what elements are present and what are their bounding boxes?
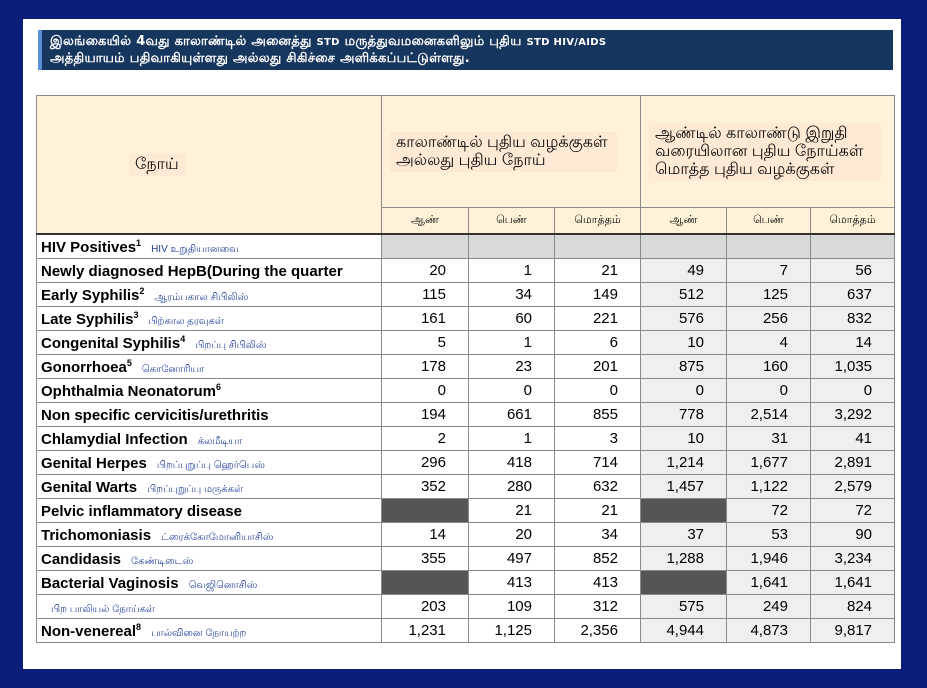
quarter-female-cell: 0 [469,379,555,403]
footnote-marker: 4 [180,333,186,344]
disease-name: Gonorrhoea [41,358,127,376]
quarter-total-cell: 714 [555,451,641,475]
quarter-female-cell: 1,125 [469,619,555,643]
disease-name: Bacterial Vaginosis [41,574,179,592]
year-male-cell [641,571,727,595]
year-male-cell: 0 [641,379,727,403]
year-total-cell: 56 [811,259,895,283]
q-male-header: ஆண் [382,208,469,235]
year-male-cell: 778 [641,403,727,427]
year-total-cell: 14 [811,331,895,355]
disease-name-tamil: கேண்டிடைஸ் [131,555,194,567]
disease-name-cell [37,547,382,571]
year-male-cell: 49 [641,259,727,283]
disease-name-tamil: பிற பாலியல் நோய்கள் [51,603,155,615]
disease-name-tamil: வெஜினொசிஸ் [188,579,258,591]
year-male-cell: 1,214 [641,451,727,475]
disease-name-cell [37,595,382,619]
quarter-female-cell: 413 [469,571,555,595]
quarter-male-cell: 161 [382,307,469,331]
disease-name-cell [37,427,382,451]
year-total-cell: 1,641 [811,571,895,595]
disease-name-cell [37,451,382,475]
year-total-cell: 832 [811,307,895,331]
disease-name-tamil: பால்வினை நோயற்ற [151,627,247,639]
quarter-female-cell: 34 [469,283,555,307]
title-banner [38,30,893,70]
quarter-male-cell: 0 [382,379,469,403]
quarter-female-cell: 20 [469,523,555,547]
year-total-cell: 2,891 [811,451,895,475]
disease-name-tamil: பிறப்புறுப்பு ஹெர்பெஸ் [156,459,265,471]
disease-name-cell [37,283,382,307]
quarter-male-cell: 20 [382,259,469,283]
year-female-cell: 125 [727,283,811,307]
disease-name-cell [37,355,382,379]
y-female-header: பெண் [727,208,811,235]
year-male-cell: 1,288 [641,547,727,571]
disease-name-cell [37,379,382,403]
year-male-cell: 10 [641,427,727,451]
quarter-male-cell [382,571,469,595]
banner-line-2: அத்தியாயம் பதிவாகியுள்ளது அல்லது சிகிச்சை அளிக்கப்பட்டுள்ளது. [50,51,470,66]
quarter-header: காலாண்டில் புதிய வழக்குகள் அல்லது புதிய நோய் [382,96,641,208]
quarter-total-cell: 413 [555,571,641,595]
disease-name-cell [37,499,382,523]
disease-name-cell [37,234,382,259]
disease-name: Genital Herpes [41,454,147,472]
table-row [37,307,895,331]
header-row-1 [37,96,895,208]
year-total-cell: 637 [811,283,895,307]
disease-name-tamil: ட்ரைக்கோமோனியாசிஸ் [161,531,274,543]
quarter-male-cell: 194 [382,403,469,427]
year-total-cell: 824 [811,595,895,619]
year-total-cell: 9,817 [811,619,895,643]
table-row [37,499,895,523]
year-female-cell: 0 [727,379,811,403]
year-total-cell: 3,234 [811,547,895,571]
table-row [37,331,895,355]
disease-name-cell [37,619,382,643]
quarter-total-cell: 855 [555,403,641,427]
footnote-marker: 3 [133,309,139,320]
slide-frame [23,19,901,669]
footnote-marker: 8 [136,621,142,632]
disease-name-cell [37,475,382,499]
year-total-cell: 90 [811,523,895,547]
year-female-cell: 4,873 [727,619,811,643]
table-row [37,475,895,499]
quarter-male-cell: 1,231 [382,619,469,643]
disease-name-tamil: க்லமீடியா [197,435,243,447]
quarter-female-cell [469,234,555,259]
footnote-marker: 2 [139,285,145,296]
disease-name-cell [37,307,382,331]
disease-name: Non-venereal [41,622,137,640]
disease-name: Chlamydial Infection [41,430,188,448]
disease-name: Genital Warts [41,478,138,496]
quarter-total-cell: 2,356 [555,619,641,643]
footnote-marker: 6 [216,381,222,392]
disease-name: Trichomoniasis [41,526,152,544]
q-female-header: பெண் [469,208,555,235]
quarter-male-cell [382,499,469,523]
q-total-header: மொத்தம் [555,208,641,235]
disease-name-cell [37,331,382,355]
disease-name-tamil: பிற்கால தரவுகள் [148,315,224,327]
year-total-cell: 2,579 [811,475,895,499]
year-total-cell: 41 [811,427,895,451]
year-male-cell: 1,457 [641,475,727,499]
quarter-total-cell: 0 [555,379,641,403]
quarter-male-cell: 14 [382,523,469,547]
y-male-header: ஆண் [641,208,727,235]
year-female-cell: 1,946 [727,547,811,571]
disease-name: Newly diagnosed HepB(During the quarter [41,262,343,280]
table-row [37,259,895,283]
quarter-male-cell: 2 [382,427,469,451]
quarter-female-cell: 23 [469,355,555,379]
quarter-female-cell: 60 [469,307,555,331]
quarter-total-cell: 34 [555,523,641,547]
quarter-total-cell: 6 [555,331,641,355]
disease-name-tamil: HIV உறுதியானவை [151,243,239,255]
quarter-male-cell: 296 [382,451,469,475]
banner-line-1: இலங்கையில் 4வது காலாண்டில் அனைத்து STD மருத்துவமனைகளிலும் புதிய STD HIV/AIDS [50,34,607,49]
disease-name-tamil: கொனோரியா [141,363,205,375]
table-row [37,427,895,451]
year-male-cell [641,499,727,523]
quarter-total-cell: 852 [555,547,641,571]
table-row [37,595,895,619]
disease-name: Congenital Syphilis [41,334,181,352]
table-row [37,619,895,643]
y-total-header: மொத்தம் [811,208,895,235]
disease-name: Ophthalmia Neonatorum [41,382,217,400]
std-cases-table [36,95,895,643]
quarter-total-cell: 21 [555,499,641,523]
disease-name: HIV Positives [41,238,137,256]
year-female-cell: 4 [727,331,811,355]
quarter-male-cell [382,234,469,259]
year-male-cell: 575 [641,595,727,619]
year-male-cell: 512 [641,283,727,307]
quarter-total-cell [555,234,641,259]
table-row [37,571,895,595]
disease-name-cell [37,403,382,427]
quarter-total-cell: 312 [555,595,641,619]
quarter-male-cell: 203 [382,595,469,619]
quarter-female-cell: 418 [469,451,555,475]
year-female-cell: 249 [727,595,811,619]
disease-header: நோய் [37,96,382,235]
year-female-cell: 160 [727,355,811,379]
year-female-cell: 1,641 [727,571,811,595]
disease-name-cell [37,259,382,283]
quarter-male-cell: 5 [382,331,469,355]
disease-name-cell [37,523,382,547]
quarter-total-cell: 201 [555,355,641,379]
quarter-total-cell: 149 [555,283,641,307]
quarter-female-cell: 1 [469,331,555,355]
table-row [37,547,895,571]
table-row [37,523,895,547]
disease-name-tamil: பிறப்பு சிபிலிஸ் [195,339,267,351]
year-male-cell [641,234,727,259]
table-row [37,451,895,475]
year-female-cell: 7 [727,259,811,283]
quarter-female-cell: 1 [469,259,555,283]
disease-name-cell [37,571,382,595]
quarter-female-cell: 280 [469,475,555,499]
quarter-total-cell: 632 [555,475,641,499]
year-female-cell: 31 [727,427,811,451]
table-row [37,403,895,427]
disease-name: Candidasis [41,550,122,568]
year-total-cell [811,234,895,259]
year-female-cell: 256 [727,307,811,331]
disease-name-tamil: பிறப்புறுப்பு மருக்கள் [147,483,244,495]
table-row [37,355,895,379]
year-male-cell: 576 [641,307,727,331]
year-female-cell: 53 [727,523,811,547]
footnote-marker: 5 [126,357,132,368]
disease-name: Early Syphilis [41,286,140,304]
table-row [37,283,895,307]
disease-name: Non specific cervicitis/urethritis [41,406,269,424]
year-total-cell: 3,292 [811,403,895,427]
footnote-marker: 1 [136,237,142,248]
quarter-male-cell: 352 [382,475,469,499]
quarter-female-cell: 109 [469,595,555,619]
year-header: ஆண்டில் காலாண்டு இறுதி வரையிலான புதிய நோய்கள் மொத்த புதிய வழக்குகள் [641,96,895,208]
year-total-cell: 0 [811,379,895,403]
quarter-male-cell: 115 [382,283,469,307]
table-row [37,234,895,259]
quarter-female-cell: 661 [469,403,555,427]
year-male-cell: 10 [641,331,727,355]
table-row [37,379,895,403]
year-female-cell: 1,122 [727,475,811,499]
year-female-cell [727,234,811,259]
quarter-total-cell: 221 [555,307,641,331]
quarter-male-cell: 178 [382,355,469,379]
quarter-female-cell: 497 [469,547,555,571]
quarter-female-cell: 21 [469,499,555,523]
quarter-female-cell: 1 [469,427,555,451]
disease-name: Late Syphilis [41,310,134,328]
year-male-cell: 875 [641,355,727,379]
year-female-cell: 2,514 [727,403,811,427]
year-male-cell: 37 [641,523,727,547]
quarter-total-cell: 3 [555,427,641,451]
year-male-cell: 4,944 [641,619,727,643]
year-total-cell: 1,035 [811,355,895,379]
year-total-cell: 72 [811,499,895,523]
year-female-cell: 1,677 [727,451,811,475]
quarter-total-cell: 21 [555,259,641,283]
disease-name-tamil: ஆரம்பகால சிபிலிஸ் [154,291,249,303]
quarter-male-cell: 355 [382,547,469,571]
disease-name: Pelvic inflammatory disease [41,502,242,520]
year-female-cell: 72 [727,499,811,523]
